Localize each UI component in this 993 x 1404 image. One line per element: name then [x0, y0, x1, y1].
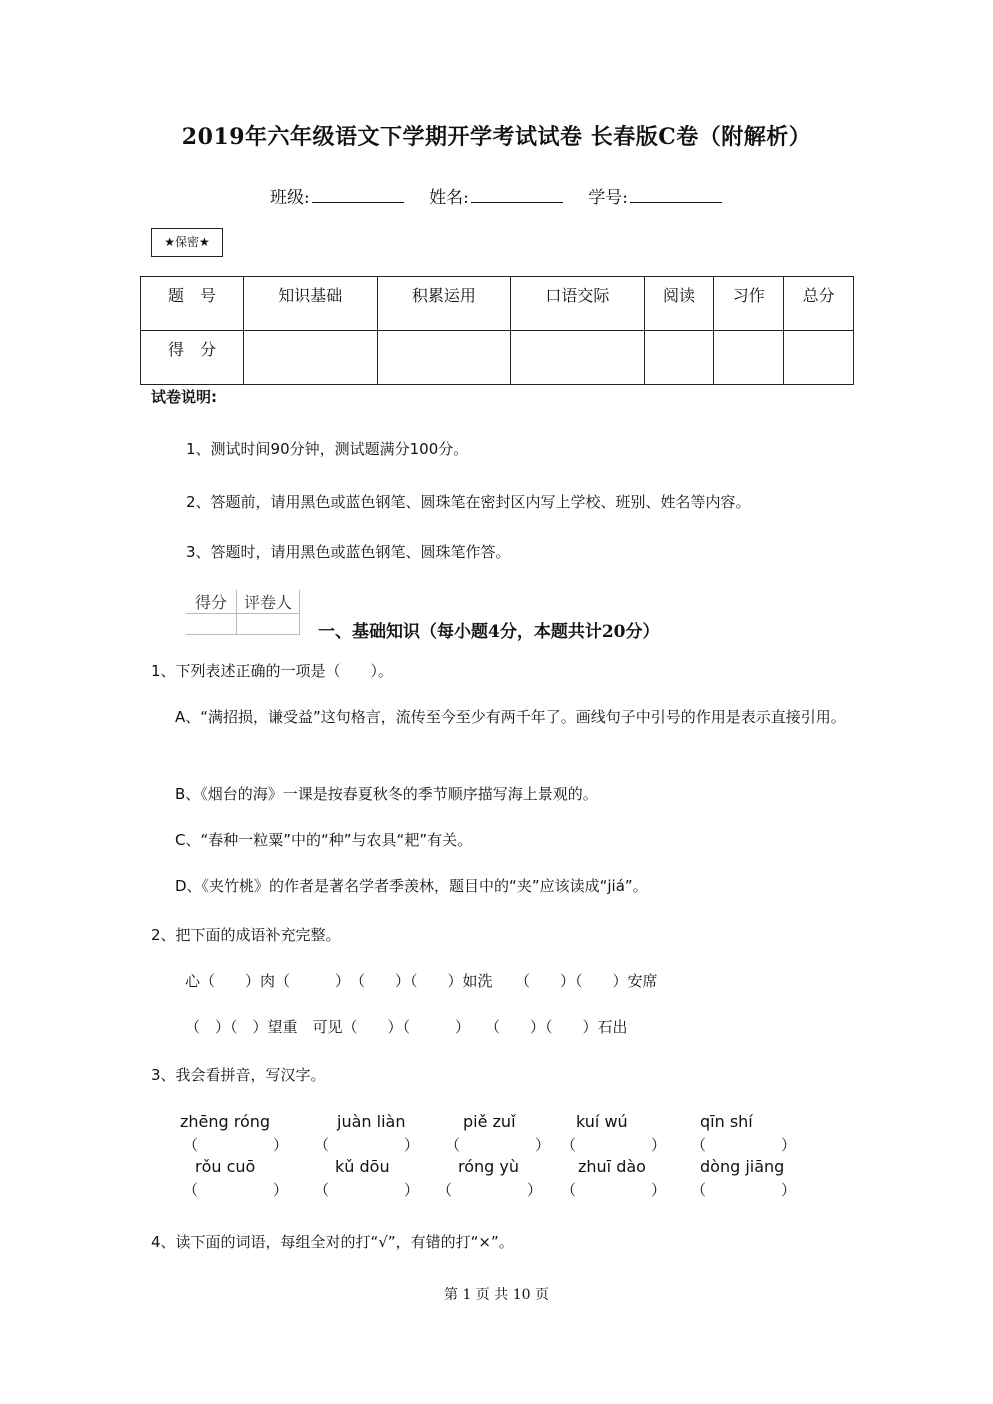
score-cell: 积累运用: [377, 277, 511, 331]
question-1-option-b: B、《烟台的海》一课是按春夏秋冬的季节顺序描写海上景观的。: [175, 785, 598, 803]
pinyin: zhuī dào: [578, 1157, 646, 1176]
pinyin: zhēng róng: [180, 1112, 271, 1131]
score-input-cell[interactable]: [511, 331, 645, 385]
answer-blank[interactable]: （ ）: [691, 1136, 797, 1154]
name-label: 姓名:: [429, 188, 469, 208]
pinyin: juàn liàn: [337, 1112, 406, 1131]
score-input-cell[interactable]: [714, 331, 784, 385]
score-cell: 习作: [714, 277, 784, 331]
confidential-badge: ★保密★: [151, 228, 223, 257]
question-1-stem: 1、下列表述正确的一项是（ ）。: [151, 662, 394, 680]
pinyin: kǔ dōu: [335, 1157, 390, 1176]
class-label: 班级:: [270, 188, 310, 208]
idiom-row: （ ）（ ）望重 可见（ ）（ ） （ ）（ ）石出: [185, 1018, 628, 1036]
answer-blank[interactable]: （ ）: [437, 1181, 543, 1199]
student-info: [270, 183, 722, 208]
question-2-stem: 2、把下面的成语补充完整。: [151, 926, 341, 944]
score-input-cell[interactable]: [784, 331, 854, 385]
pinyin: kuí wú: [576, 1112, 628, 1131]
question-3-stem: 3、我会看拼音，写汉字。: [151, 1066, 326, 1084]
question-1-option-d: D、《夹竹桃》的作者是著名学者季羡林，题目中的“夹”应该读成“jiá”。: [175, 877, 648, 895]
score-input-cell[interactable]: [377, 331, 511, 385]
answer-blank[interactable]: （ ）: [183, 1181, 289, 1199]
pinyin: rǒu cuō: [195, 1157, 256, 1176]
grader-score-cell[interactable]: [186, 614, 237, 635]
pinyin: róng yù: [458, 1157, 520, 1176]
answer-blank[interactable]: （ ）: [561, 1136, 667, 1154]
score-input-cell[interactable]: [644, 331, 714, 385]
page-footer: 第 1 页 共 10 页: [444, 1287, 549, 1303]
score-cell: 口语交际: [511, 277, 645, 331]
answer-blank[interactable]: （ ）: [561, 1181, 667, 1199]
grader-score-label: 得分: [186, 590, 237, 614]
question-1-option-a: A、“满招损，谦受益”这句格言，流传至今至少有两千年了。画线句子中引号的作用是表示直接引用。: [175, 708, 846, 726]
answer-blank[interactable]: （ ）: [314, 1136, 420, 1154]
answer-blank[interactable]: （ ）: [691, 1181, 797, 1199]
question-4-stem: 4、读下面的词语，每组全对的打“√”，有错的打“×”。: [151, 1233, 514, 1251]
score-cell: 总分: [784, 277, 854, 331]
instruction-item: 2、答题前，请用黑色或蓝色钢笔、圆珠笔在密封区内写上学校、班别、姓名等内容。: [186, 493, 751, 511]
id-field[interactable]: [630, 186, 722, 203]
grader-reviewer-label: 评卷人: [237, 590, 300, 614]
score-value-row: [141, 331, 854, 385]
score-input-cell[interactable]: [244, 331, 378, 385]
score-header-row: [141, 277, 854, 331]
grader-box: [186, 590, 300, 635]
score-cell: 知识基础: [244, 277, 378, 331]
answer-blank[interactable]: （ ）: [314, 1181, 420, 1199]
idiom-row: 心（ ）肉（ ） （ ）（ ）如洗 （ ）（ ）安席: [185, 972, 658, 990]
score-cell: 题 号: [141, 277, 244, 331]
class-field[interactable]: [312, 186, 404, 203]
answer-blank[interactable]: （ ）: [183, 1136, 289, 1154]
section-heading: 一、基础知识（每小题4分，本题共计20分）: [318, 622, 660, 642]
score-row-label: 得 分: [141, 331, 244, 385]
score-cell: 阅读: [644, 277, 714, 331]
instructions-title: 试卷说明:: [151, 388, 217, 406]
grader-reviewer-cell[interactable]: [237, 614, 300, 635]
instruction-item: 1、测试时间90分钟，测试题满分100分。: [186, 440, 469, 458]
name-field[interactable]: [471, 186, 563, 203]
pinyin: piě zuǐ: [463, 1112, 516, 1131]
score-table: [140, 276, 854, 385]
pinyin: qīn shí: [700, 1112, 753, 1131]
pinyin: dòng jiāng: [700, 1157, 785, 1176]
id-label: 学号:: [588, 188, 629, 208]
answer-blank[interactable]: （ ）: [445, 1136, 551, 1154]
page-title: 2019年六年级语文下学期开学考试试卷 长春版C卷（附解析）: [181, 124, 812, 150]
instruction-item: 3、答题时，请用黑色或蓝色钢笔、圆珠笔作答。: [186, 543, 511, 561]
question-1-option-c: C、“春种一粒粟”中的“种”与农具“耙”有关。: [175, 831, 473, 849]
